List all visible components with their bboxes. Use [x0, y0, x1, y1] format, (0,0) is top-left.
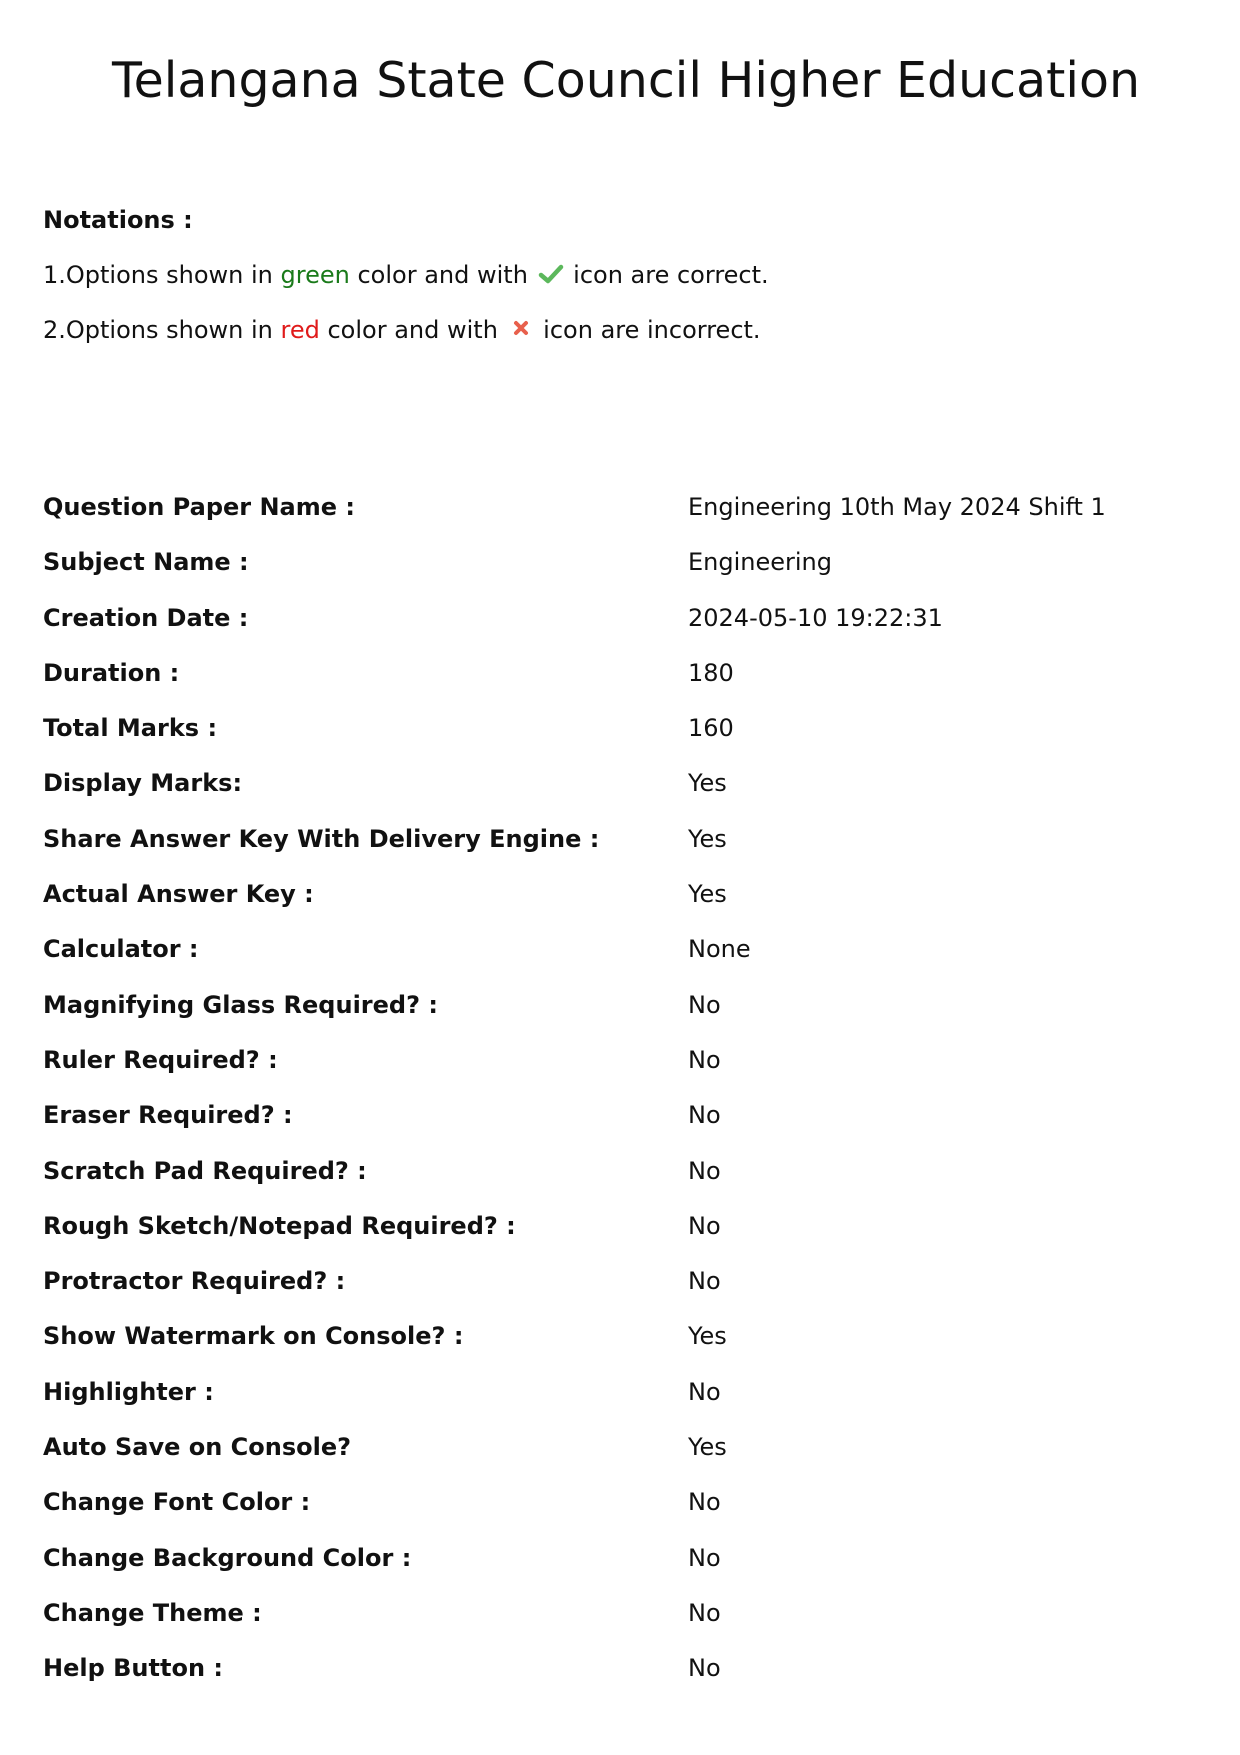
info-value: No	[688, 1598, 721, 1627]
info-label: Change Background Color :	[43, 1543, 412, 1572]
notation-green-word: green	[280, 261, 350, 289]
notation-incorrect	[43, 315, 769, 345]
info-row-highlighter	[43, 1377, 1193, 1432]
info-row-show-watermark	[43, 1321, 1193, 1376]
info-value: No	[688, 990, 721, 1019]
info-label: Duration :	[43, 658, 180, 687]
cross-icon	[508, 316, 534, 342]
info-value: Yes	[688, 880, 727, 909]
info-value: Yes	[688, 824, 727, 853]
info-row-ruler	[43, 1045, 1193, 1100]
info-row-change-background-color	[43, 1543, 1193, 1598]
info-value: 2024-05-10 19:22:31	[688, 603, 943, 632]
info-value: Engineering 10th May 2024 Shift 1	[688, 493, 1106, 521]
info-value: Yes	[688, 769, 727, 798]
notation-incorrect-suffix: icon are incorrect.	[535, 316, 761, 344]
notation-correct-middle: color and with	[349, 261, 536, 289]
info-label: Auto Save on Console?	[43, 1433, 352, 1462]
info-label: Help Button :	[43, 1654, 223, 1683]
info-label: Display Marks:	[43, 769, 243, 798]
info-row-scratch-pad	[43, 1156, 1193, 1211]
info-label: Ruler Required? :	[43, 1045, 278, 1074]
notation-incorrect-prefix: 2.Options shown in	[43, 316, 281, 344]
info-row-protractor	[43, 1266, 1193, 1321]
info-row-actual-answer-key	[43, 879, 1193, 934]
info-row-creation-date	[43, 603, 1193, 658]
notation-correct	[43, 260, 769, 290]
info-label: Change Theme :	[43, 1598, 262, 1627]
info-label: Highlighter :	[43, 1377, 214, 1406]
info-label: Actual Answer Key :	[43, 880, 314, 909]
info-value: No	[688, 1156, 721, 1185]
info-label: Change Font Color :	[43, 1488, 311, 1517]
info-label: Magnifying Glass Required? :	[43, 990, 438, 1019]
page-title: Telangana State Council Higher Education	[112, 52, 1140, 109]
info-label: Show Watermark on Console? :	[43, 1322, 464, 1351]
info-value: No	[688, 1267, 721, 1296]
info-row-share-answer-key	[43, 824, 1193, 879]
notation-red-word: red	[280, 316, 320, 344]
info-row-total-marks	[43, 713, 1193, 768]
info-value: 180	[688, 658, 734, 687]
info-value: No	[688, 1101, 721, 1130]
info-label: Rough Sketch/Notepad Required? :	[43, 1211, 516, 1240]
info-label: Protractor Required? :	[43, 1267, 346, 1296]
info-row-rough-sketch	[43, 1211, 1193, 1266]
info-label: Question Paper Name :	[43, 493, 355, 521]
notations-heading: Notations :	[43, 206, 193, 234]
info-row-eraser	[43, 1100, 1193, 1155]
info-row-display-marks	[43, 768, 1193, 823]
info-label: Calculator :	[43, 935, 199, 964]
info-value: 160	[688, 714, 734, 743]
info-row-duration	[43, 658, 1193, 713]
info-row-change-font-color	[43, 1487, 1193, 1542]
info-row-change-theme	[43, 1598, 1193, 1653]
info-value: No	[688, 1211, 721, 1240]
info-label: Eraser Required? :	[43, 1101, 293, 1130]
check-icon	[538, 261, 564, 287]
info-value: No	[688, 1045, 721, 1074]
info-row-auto-save	[43, 1432, 1193, 1487]
info-row-question-paper-name	[43, 492, 1193, 547]
info-value: Engineering	[688, 548, 832, 577]
info-label: Subject Name :	[43, 548, 249, 577]
info-value: Yes	[688, 1322, 727, 1351]
info-label: Creation Date :	[43, 603, 249, 632]
info-row-magnifying-glass	[43, 990, 1193, 1045]
info-value: None	[688, 935, 751, 964]
info-value: Yes	[688, 1433, 727, 1462]
info-value: No	[688, 1654, 721, 1683]
info-value: No	[688, 1543, 721, 1572]
notations-section	[43, 205, 769, 345]
info-value: No	[688, 1377, 721, 1406]
info-label: Scratch Pad Required? :	[43, 1156, 367, 1185]
paper-info-table	[43, 492, 1193, 1709]
notation-correct-prefix: 1.Options shown in	[43, 261, 281, 289]
info-label: Total Marks :	[43, 714, 218, 743]
info-value: No	[688, 1488, 721, 1517]
notation-correct-suffix: icon are correct.	[565, 261, 769, 289]
info-row-help-button	[43, 1653, 1193, 1708]
notation-incorrect-middle: color and with	[319, 316, 506, 344]
info-label: Share Answer Key With Delivery Engine :	[43, 824, 600, 853]
info-row-calculator	[43, 934, 1193, 989]
info-row-subject-name	[43, 547, 1193, 602]
